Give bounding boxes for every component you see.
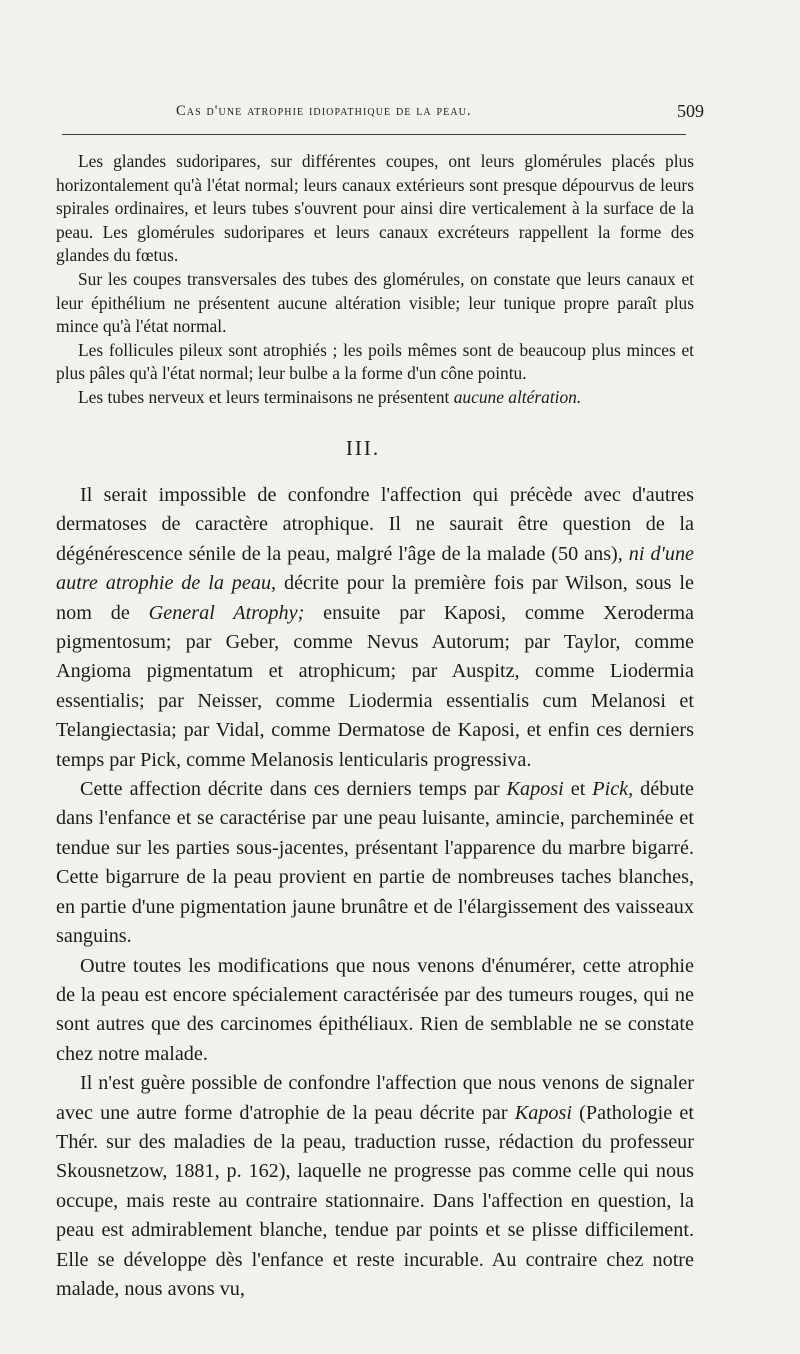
paragraph <box>56 150 694 268</box>
italic-text: Kaposi <box>514 1101 572 1124</box>
italic-text: aucune altération. <box>453 386 582 407</box>
text-run: (Pathologie et Thér. sur des maladies de la peau, traduction russe, rédaction du professeur Skousnetzow, 1881, p. 162), laquelle ne progresse pas comme celle qui nous occupe, mais reste au contraire stationnaire. Dans l'affection en question, la peau est admirablement blanche, tendue par points et se plisse difficilement. Elle se développe dès l'enfance et reste incurable. Au contraire chez notre malade, nous avons vu, <box>56 1101 695 1300</box>
paragraph <box>56 339 694 386</box>
text-run: Il n'est guère possible de confondre l'affection que nous venons de signaler avec une autre forme d'atrophie de la peau décrite par <box>56 1072 694 1124</box>
text-run: ensuite par Kaposi, comme Xeroderma pigmentosum; par Geber, comme Nevus Autorum; par Taylor, comme Angioma pigmentatum et atrophicum; par Auspitz, comme Liodermia essentialis; par Neisser, comme Liodermia essentialis cum Melanosi et Telangiectasia; par Vidal, comme Dermatose de Kaposi, et enfin ces derniers temps par Pick, comme Melanosis lenticularis progressiva. <box>56 601 694 771</box>
header-rule <box>62 134 686 135</box>
running-head <box>60 103 704 125</box>
text-run: Les tubes nerveux et leurs terminaisons ne présentent <box>78 386 454 407</box>
page-number: 509 <box>677 101 704 121</box>
section-heading: III. <box>345 436 381 460</box>
text-run: débute dans l'enfance et se caractérise par une peau luisante, amincie, parcheminée et tendue sur les parties sous-jacentes, présentant l'apparence du marbre bigarré. Cette bigarrure de la peau provient en partie de nombreuses taches blanches, en partie d'une pigmentation jaune brunâtre et de l'élargissement des vaisseaux sanguins. <box>56 778 694 948</box>
text-run: Les follicules pileux sont atrophiés ; les poils mêmes sont de beaucoup plus minces et plus pâles qu'à l'état normal; leur bulbe a la forme d'un cône pointu. <box>56 339 694 384</box>
text-run: Cette affection décrite dans ces derniers temps par <box>80 778 507 801</box>
text-run: décrite pour la première fois par Wilson, sous le nom de <box>56 572 694 624</box>
paragraph <box>56 952 694 1070</box>
running-head-title: Cas d'une atrophie idiopathique de la peau. <box>176 103 472 119</box>
text-run: Les glandes sudoripares, sur différentes coupes, ont leurs glomérules placés plus horizontalement qu'à l'état normal; leurs canaux extérieurs sont presque dépourvus de leurs spirales ordinaires, et leurs tubes s'ouvrent pour ainsi dire verticalement à la surface de la peau. Les glomérules sudoripares et leurs canaux excréteurs rappellent la forme des glandes du fœtus. <box>56 151 694 266</box>
paragraph <box>56 386 694 410</box>
paragraph <box>56 481 694 775</box>
italic-text: ni d'une autre atrophie de la peau, <box>56 542 694 595</box>
text-run: Outre toutes les modifications que nous venons d'énumérer, cette atrophie de la peau est encore spécialement caractérisée par des tumeurs rouges, qui ne sont autres que des carcinomes épithéliaux. Rien de semblable ne se constate chez notre malade. <box>56 954 694 1065</box>
italic-text: Pick, <box>592 778 634 801</box>
body-text-large <box>56 481 694 1304</box>
italic-text: Kaposi <box>506 778 564 801</box>
italic-text: General Atrophy; <box>148 601 305 624</box>
paragraph <box>56 775 694 951</box>
text-run: Il serait impossible de confondre l'affection qui précède avec d'autres dermatoses de caractère atrophique. Il ne saurait être question de la dégénérescence sénile de la peau, malgré l'âge de la malade (50 ans), <box>56 484 694 565</box>
paragraph <box>56 1069 694 1304</box>
body-text-small <box>56 150 694 410</box>
paragraph <box>56 268 694 339</box>
text-run: et <box>563 778 593 801</box>
text-run: Sur les coupes transversales des tubes des glomérules, on constate que leurs canaux et leur épithélium ne présentent aucune altération visible; leur tunique propre paraît plus mince qu'à l'état normal. <box>56 268 694 337</box>
